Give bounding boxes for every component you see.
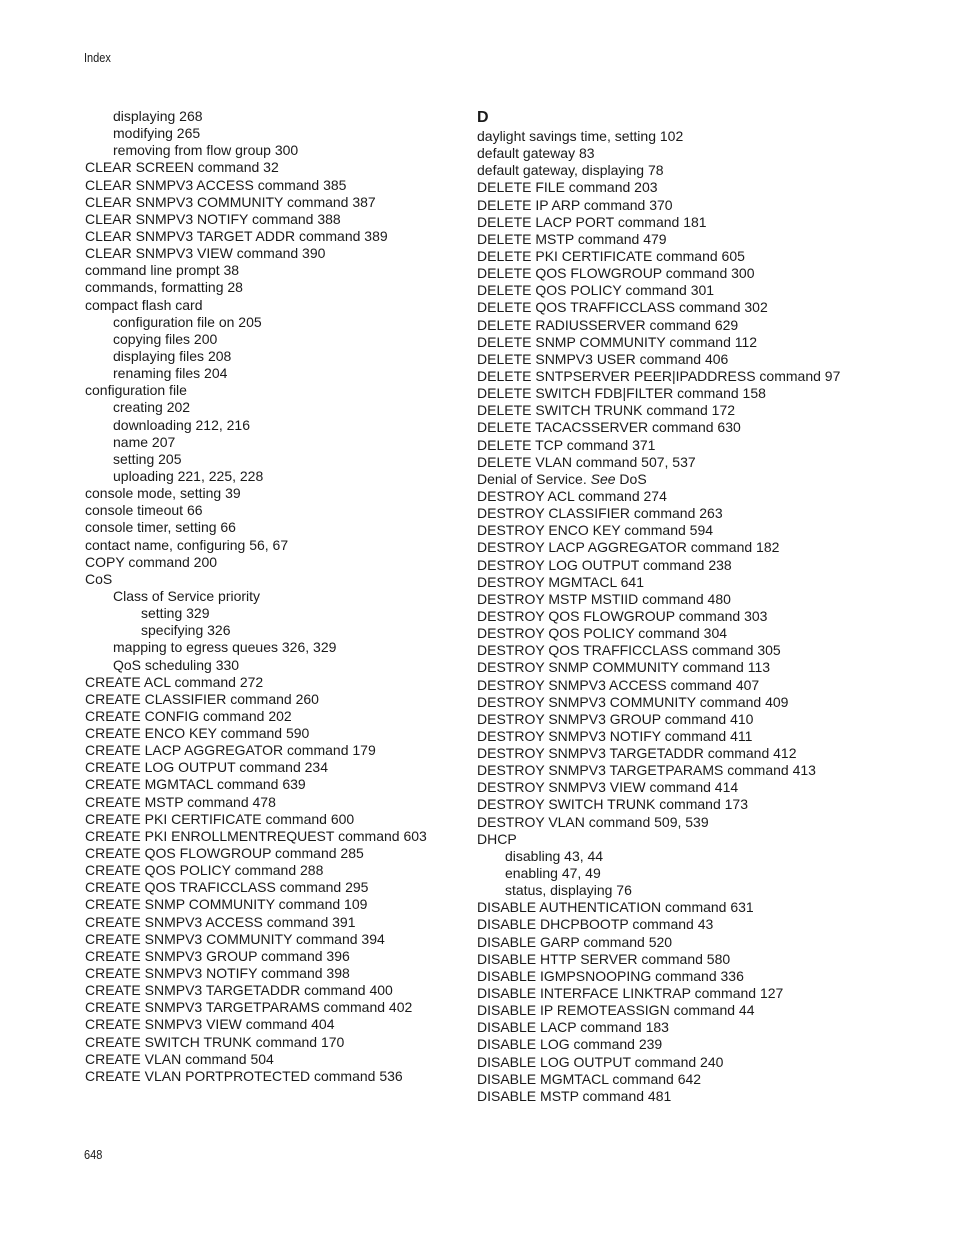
index-entry-text: Denial of Service.: [477, 470, 591, 487]
index-entry: [477, 1088, 840, 1105]
index-entry: [85, 639, 427, 656]
index-entry-text: DESTROY ENCO KEY command 594: [477, 522, 714, 539]
index-column-left: [85, 108, 427, 1085]
index-entry: [85, 485, 427, 502]
index-entry: [477, 539, 840, 556]
index-entry: [477, 522, 840, 539]
index-entry: [85, 776, 427, 793]
index-entry-text: CREATE CLASSIFIER command 260: [85, 690, 319, 707]
index-entry: [477, 437, 840, 454]
index-entry: [477, 488, 840, 505]
index-entry: [477, 625, 840, 642]
index-entry-text: displaying files 208: [113, 347, 232, 364]
index-entry-text: CREATE LOG OUTPUT command 234: [85, 759, 328, 776]
index-entry: [85, 982, 427, 999]
index-entry: [477, 317, 840, 334]
index-entry: [477, 471, 840, 488]
index-entry: [477, 1054, 840, 1071]
index-entry: [85, 1051, 427, 1068]
index-entry-text: DESTROY MSTP MSTIID command 480: [477, 590, 731, 607]
index-entry-text: DESTROY CLASSIFIER command 263: [477, 505, 723, 522]
index-entry-text: DESTROY LOG OUTPUT command 238: [477, 556, 732, 573]
index-entry: [85, 365, 427, 382]
index-entry: [85, 588, 427, 605]
index-entry-text: commands, formatting 28: [85, 279, 243, 296]
index-entry: [477, 779, 840, 796]
index-entry: [85, 1034, 427, 1051]
index-entry-text: specifying 326: [141, 622, 231, 639]
index-entry: [477, 642, 840, 659]
index-entry: [477, 248, 840, 265]
index-entry-text: CREATE QOS FLOWGROUP command 285: [85, 845, 364, 862]
index-entry-text: contact name, configuring 56, 67: [85, 536, 289, 553]
index-entry: [477, 282, 840, 299]
index-entry-text: DESTROY QOS POLICY command 304: [477, 625, 728, 642]
index-entry: [85, 931, 427, 948]
index-entry-text: CREATE SNMP COMMUNITY command 109: [85, 896, 368, 913]
index-entry: [477, 916, 840, 933]
index-entry: [85, 794, 427, 811]
index-entry: [477, 179, 840, 196]
index-entry-text: CLEAR SNMPV3 NOTIFY command 388: [85, 210, 341, 227]
index-entry: [85, 948, 427, 965]
index-entry-text: console mode, setting 39: [85, 485, 241, 502]
index-entry: [477, 231, 840, 248]
index-entry: [477, 265, 840, 282]
index-entry-text: CREATE QOS POLICY command 288: [85, 862, 324, 879]
index-entry-text: mapping to egress queues 326, 329: [113, 639, 337, 656]
index-entry-text: DISABLE GARP command 520: [477, 933, 673, 950]
index-entry: [477, 574, 840, 591]
index-entry: [85, 554, 427, 571]
index-entry: [477, 762, 840, 779]
index-entry: [85, 245, 427, 262]
index-entry: [85, 262, 427, 279]
index-entry-text: DELETE QOS POLICY command 301: [477, 282, 715, 299]
index-entry: [477, 197, 840, 214]
index-entry: [477, 385, 840, 402]
index-entry-text: CREATE PKI CERTIFICATE command 600: [85, 810, 355, 827]
index-entry: [85, 896, 427, 913]
index-entry-text: DISABLE LOG command 239: [477, 1036, 663, 1053]
index-entry: [477, 214, 840, 231]
index-entry: [85, 382, 427, 399]
index-entry-text: displaying 268: [113, 108, 203, 124]
index-entry-text: daylight savings time, setting 102: [477, 128, 684, 144]
index-entry: [477, 368, 840, 385]
index-entry: [85, 879, 427, 896]
index-entry: [85, 691, 427, 708]
see-target: DoS: [615, 470, 647, 487]
index-entry: [477, 402, 840, 419]
index-entry-text: DESTROY VLAN command 509, 539: [477, 813, 709, 830]
index-entry: [85, 177, 427, 194]
index-entry-text: DELETE QOS TRAFFICCLASS command 302: [477, 299, 768, 316]
index-column-right: [477, 108, 840, 1105]
index-entry-text: CLEAR SNMPV3 ACCESS command 385: [85, 176, 347, 193]
index-entry-text: DESTROY ACL command 274: [477, 487, 667, 504]
index-entry: [477, 694, 840, 711]
index-entry-text: DELETE SWITCH FDB|FILTER command 158: [477, 385, 766, 402]
index-entry: [477, 557, 840, 574]
index-entry: [477, 831, 840, 848]
index-entry: [477, 745, 840, 762]
index-entry-text: CREATE PKI ENROLLMENTREQUEST command 603: [85, 827, 427, 844]
index-entry: [85, 297, 427, 314]
index-entry-text: Class of Service priority: [113, 587, 261, 604]
index-entry-text: CREATE ACL command 272: [85, 673, 264, 690]
index-entry: [477, 1036, 840, 1053]
index-entry: [477, 505, 840, 522]
index-entry: [85, 279, 427, 296]
index-entry-text: DISABLE AUTHENTICATION command 631: [477, 899, 754, 916]
index-entry-text: DISABLE HTTP SERVER command 580: [477, 950, 731, 967]
index-entry-text: default gateway 83: [477, 145, 595, 162]
index-entry: [85, 622, 427, 639]
index-entry-text: CLEAR SNMPV3 VIEW command 390: [85, 245, 326, 262]
index-entry-text: CREATE VLAN command 504: [85, 1050, 274, 1067]
index-entry-text: DELETE PKI CERTIFICATE command 605: [477, 247, 745, 264]
index-entry: [477, 419, 840, 436]
index-entry: [85, 314, 427, 331]
index-entry-text: enabling 47, 49: [505, 865, 601, 882]
index-entry-text: DELETE SNMP COMMUNITY command 112: [477, 333, 758, 350]
index-entry-text: CREATE SWITCH TRUNK command 170: [85, 1033, 345, 1050]
index-entry: [85, 965, 427, 982]
index-entry-text: compact flash card: [85, 296, 203, 313]
index-entry-text: DESTROY SNMPV3 COMMUNITY command 409: [477, 693, 789, 710]
index-entry-text: DELETE SWITCH TRUNK command 172: [477, 402, 736, 419]
index-entry: [85, 657, 427, 674]
index-entry-text: CREATE VLAN PORTPROTECTED command 536: [85, 1067, 403, 1084]
index-entry-text: DELETE SNMPV3 USER command 406: [477, 350, 729, 367]
index-entry-text: DELETE QOS FLOWGROUP command 300: [477, 265, 755, 282]
index-entry-text: DELETE IP ARP command 370: [477, 196, 673, 213]
index-entry: [477, 351, 840, 368]
index-entry: [477, 162, 840, 179]
index-entry-text: CLEAR SCREEN command 32: [85, 159, 279, 176]
index-entry-text: disabling 43, 44: [505, 847, 604, 864]
index-entry-text: console timer, setting 66: [85, 519, 236, 536]
index-entry-text: renaming files 204: [113, 365, 228, 382]
index-entry: [477, 454, 840, 471]
index-entry: [477, 899, 840, 916]
index-entry-text: CREATE SNMPV3 ACCESS command 391: [85, 913, 356, 930]
index-entry: [477, 934, 840, 951]
index-entry: [477, 848, 840, 865]
index-entry-text: CREATE CONFIG command 202: [85, 707, 292, 724]
index-entry-text: downloading 212, 216: [113, 416, 251, 433]
index-entry-text: DELETE SNTPSERVER PEER|IPADDRESS command 97: [477, 367, 841, 384]
index-entry-text: DESTROY SNMPV3 GROUP command 410: [477, 710, 754, 727]
index-entry: [85, 331, 427, 348]
index-entry: [477, 951, 840, 968]
index-entry-text: CREATE ENCO KEY command 590: [85, 725, 310, 742]
index-entry-text: DISABLE MSTP command 481: [477, 1087, 672, 1104]
index-entry-text: CREATE SNMPV3 VIEW command 404: [85, 1016, 335, 1033]
index-entry: [85, 194, 427, 211]
index-entry-text: DELETE TCP command 371: [477, 436, 656, 453]
index-entry-text: copying files 200: [113, 330, 218, 347]
index-entry: [477, 1019, 840, 1036]
index-entry: [85, 434, 427, 451]
index-entry: [85, 811, 427, 828]
index-entry-text: DESTROY SNMPV3 NOTIFY command 411: [477, 727, 753, 744]
index-entry: [477, 659, 840, 676]
index-entry-text: command line prompt 38: [85, 262, 240, 279]
index-entry-text: CREATE SNMPV3 GROUP command 396: [85, 947, 350, 964]
index-entry: [477, 334, 840, 351]
index-entry-text: uploading 221, 225, 228: [113, 467, 264, 484]
index-entry-text: DELETE VLAN command 507, 537: [477, 453, 696, 470]
index-entry: [85, 417, 427, 434]
index-entry: [85, 1068, 427, 1085]
index-entry-text: configuration file: [85, 382, 187, 399]
index-entry: [85, 914, 427, 931]
index-entry: [477, 299, 840, 316]
section-letter: D: [477, 109, 489, 126]
index-entry: [85, 502, 427, 519]
index-entry: [85, 451, 427, 468]
index-entry-text: CLEAR SNMPV3 TARGET ADDR command 389: [85, 227, 388, 244]
index-entry-text: DELETE LACP PORT command 181: [477, 213, 707, 230]
index-entry-text: CREATE SNMPV3 TARGETADDR command 400: [85, 982, 393, 999]
index-entry-text: removing from flow group 300: [113, 142, 299, 159]
index-entry-text: DESTROY SNMPV3 VIEW command 414: [477, 779, 739, 796]
index-entry: [85, 519, 427, 536]
index-entry-text: DISABLE LACP command 183: [477, 1019, 669, 1036]
index-entry: [85, 348, 427, 365]
index-entry-text: CREATE QOS TRAFICCLASS command 295: [85, 879, 369, 896]
index-entry-text: DESTROY SNMPV3 TARGETPARAMS command 413: [477, 762, 816, 779]
index-entry: [477, 1071, 840, 1088]
index-entry: [85, 845, 427, 862]
index-entry-text: DESTROY QOS FLOWGROUP command 303: [477, 607, 768, 624]
index-entry: [85, 725, 427, 742]
index-entry-text: CoS: [85, 570, 113, 587]
index-entry: [477, 814, 840, 831]
index-entry: [85, 399, 427, 416]
index-entry: [85, 605, 427, 622]
index-entry: [85, 1016, 427, 1033]
index-entry-text: CREATE MSTP command 478: [85, 793, 276, 810]
index-entry-text: CLEAR SNMPV3 COMMUNITY command 387: [85, 193, 376, 210]
index-entry: [85, 228, 427, 245]
index-entry-text: DELETE MSTP command 479: [477, 230, 667, 247]
index-entry: [85, 211, 427, 228]
index-entry: [85, 537, 427, 554]
index-entry: [477, 728, 840, 745]
index-entry: [477, 677, 840, 694]
index-entry-text: COPY command 200: [85, 553, 218, 570]
index-entry-text: DISABLE MGMTACL command 642: [477, 1070, 702, 1087]
index-entry: [477, 591, 840, 608]
index-entry-text: DELETE FILE command 203: [477, 179, 658, 196]
index-entry: [85, 708, 427, 725]
index-entry: [477, 1002, 840, 1019]
index-entry-text: creating 202: [113, 399, 191, 416]
index-entry-text: DESTROY QOS TRAFFICCLASS command 305: [477, 642, 781, 659]
index-entry-text: console timeout 66: [85, 502, 203, 519]
index-entry-text: DESTROY LACP AGGREGATOR command 182: [477, 539, 780, 556]
index-entry: [85, 742, 427, 759]
index-entry: [477, 865, 840, 882]
index-entry: [85, 108, 427, 125]
index-entry-text: DELETE TACACSSERVER command 630: [477, 419, 741, 436]
see-reference: See: [590, 470, 616, 487]
index-entry-text: setting 329: [141, 605, 210, 622]
index-entry: [85, 571, 427, 588]
index-entry-text: CREATE MGMTACL command 639: [85, 776, 306, 793]
index-entry: [85, 159, 427, 176]
index-entry-text: status, displaying 76: [505, 882, 632, 899]
index-entry-text: DESTROY MGMTACL 641: [477, 573, 645, 590]
index-entry-text: DESTROY SNMP COMMUNITY command 113: [477, 659, 771, 676]
index-entry: [477, 882, 840, 899]
index-entry: [477, 985, 840, 1002]
index-entry-text: DISABLE IP REMOTEASSIGN command 44: [477, 1002, 755, 1019]
index-entry-text: DISABLE LOG OUTPUT command 240: [477, 1053, 724, 1070]
index-entry: [477, 145, 840, 162]
index-entry-text: DESTROY SNMPV3 TARGETADDR command 412: [477, 745, 797, 762]
index-entry-text: setting 205: [113, 450, 182, 467]
index-entry-text: DHCP: [477, 830, 517, 847]
index-entry-text: CREATE SNMPV3 TARGETPARAMS command 402: [85, 999, 413, 1016]
page-number: 648: [84, 1148, 103, 1162]
index-entry: [477, 968, 840, 985]
index-entry: [85, 862, 427, 879]
index-entry-text: modifying 265: [113, 125, 201, 142]
index-entry: [477, 608, 840, 625]
index-entry-text: default gateway, displaying 78: [477, 162, 664, 179]
index-entry: [85, 828, 427, 845]
index-entry-text: CREATE LACP AGGREGATOR command 179: [85, 742, 376, 759]
index-entry: [477, 128, 840, 145]
index-entry: [85, 142, 427, 159]
index-entry-text: DESTROY SWITCH TRUNK command 173: [477, 796, 748, 813]
index-entry: [85, 674, 427, 691]
index-entry-text: name 207: [113, 433, 176, 450]
index-entry-text: CREATE SNMPV3 NOTIFY command 398: [85, 965, 350, 982]
index-entry: [477, 796, 840, 813]
index-entry-text: configuration file on 205: [113, 313, 262, 330]
index-entry: [85, 468, 427, 485]
index-entry-text: DESTROY SNMPV3 ACCESS command 407: [477, 676, 760, 693]
index-entry-text: DISABLE IGMPSNOOPING command 336: [477, 967, 744, 984]
index-entry: [85, 999, 427, 1016]
index-entry-text: DISABLE DHCPBOOTP command 43: [477, 916, 714, 933]
index-entry: [85, 125, 427, 142]
running-head: Index: [84, 51, 111, 65]
index-entry-text: CREATE SNMPV3 COMMUNITY command 394: [85, 930, 385, 947]
index-entry-text: QoS scheduling 330: [113, 656, 240, 673]
index-entry: [85, 759, 427, 776]
index-entry-text: DELETE RADIUSSERVER command 629: [477, 316, 739, 333]
index-entry: [477, 711, 840, 728]
index-entry-text: DISABLE INTERFACE LINKTRAP command 127: [477, 985, 784, 1002]
